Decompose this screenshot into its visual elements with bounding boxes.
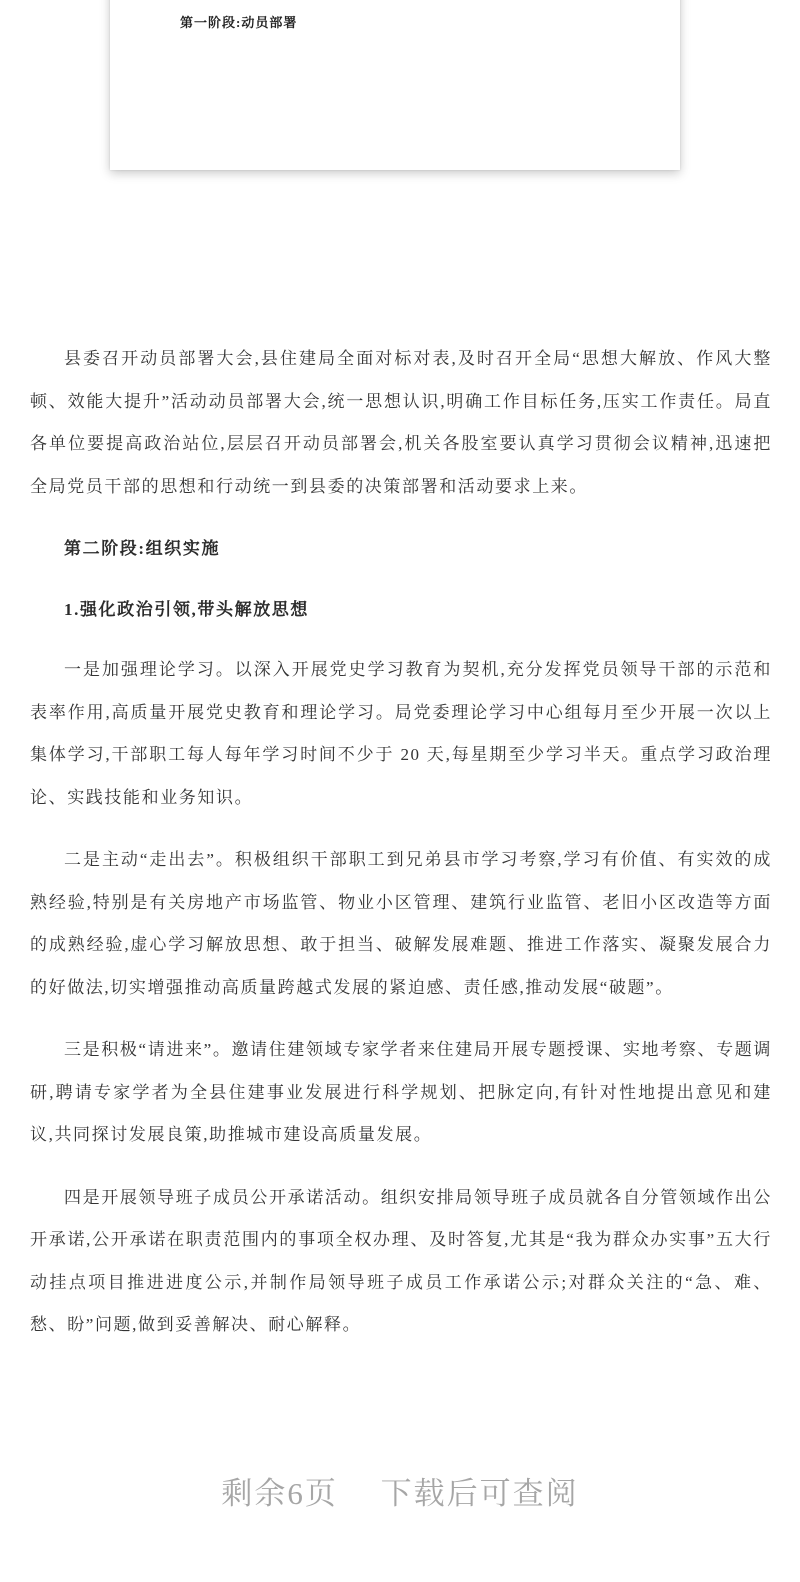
paragraph-four: 四是开展领导班子成员公开承诺活动。组织安排局领导班子成员就各自分管领域作出公开承诺,公开承诺在职责范围内的事项全权办理、及时答复,尤其是“我为群众办实事”五大行动挂点项目推进进度公示,并制作局领导班子成员工作承诺公示;对群众关注的“急、难、愁、盼”问题,做到妥善解决、耐心解释。 [30, 1187, 772, 1334]
paragraph-two: 二是主动“走出去”。积极组织干部职工到兄弟县市学习考察,学习有价值、有实效的成熟经验,特别是有关房地产市场监管、物业小区管理、建筑行业监管、老旧小区改造等方面的成熟经验,虚心学习解放思想、敢于担当、破解发展难题、推进工作落实、凝聚发展合力的好做法,切实增强推动高质量跨越式发展的紧迫感、责任感,推动发展“破题”。 [30, 850, 772, 997]
remaining-pages-notice: 剩余6页 下载后可查阅 [221, 1476, 579, 1511]
intro-paragraph: 县委召开动员部署大会,县住建局全面对标对表,及时召开全局“思想大解放、作风大整顿、效能大提升”活动动员部署大会,统一思想认识,明确工作目标任务,压实工作责任。局直各单位要提高政治站位,层层召开动员部署会,机关各股室要认真学习贯彻会议精神,迅速把全局党员干部的思想和行动统一到县委的决策部署和活动要求上来。 [30, 349, 772, 496]
paragraph-one: 一是加强理论学习。以深入开展党史学习教育为契机,充分发挥党员领导干部的示范和表率作用,高质量开展党史教育和理论学习。局党委理论学习中心组每月至少开展一次以上集体学习,干部职工每人每年学习时间不少于 20 天,每星期至少学习半天。重点学习政治理论、实践技能和业务知识。 [30, 660, 772, 807]
point-one-heading: 1.强化政治引领,带头解放思想 [64, 599, 309, 619]
paragraph-three: 三是积极“请进来”。邀请住建领域专家学者来住建局开展专题授课、实地考察、专题调研,聘请专家学者为全县住建事业发展进行科学规划、把脉定向,有针对性地提出意见和建议,共同探讨发展良策,助推城市建设高质量发展。 [30, 1040, 772, 1144]
previous-page-card [110, 0, 680, 170]
stage-one-heading: 第一阶段:动员部署 [180, 15, 298, 30]
document-body [30, 338, 772, 1367]
stage-two-heading: 第二阶段:组织实施 [64, 539, 221, 558]
